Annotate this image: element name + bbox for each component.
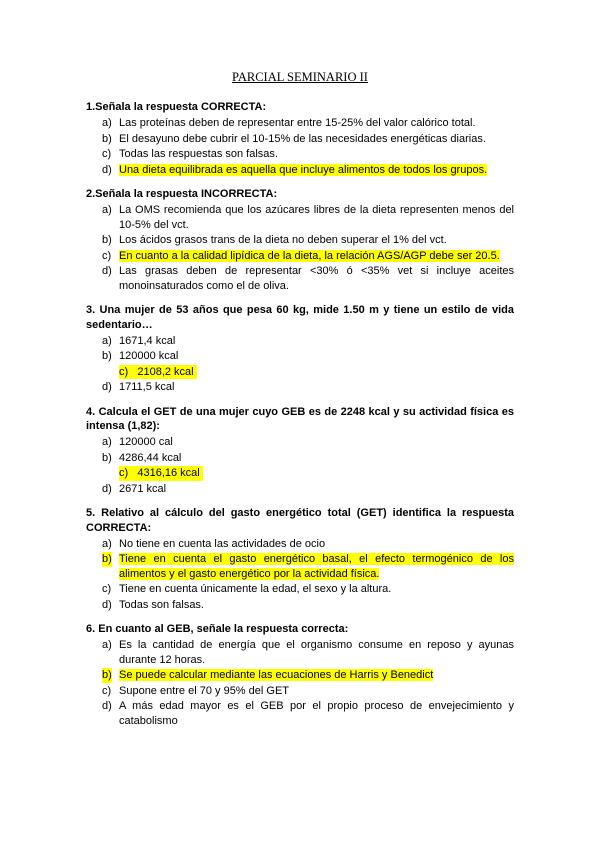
option-letter: b) xyxy=(102,350,112,362)
option-letter: c) xyxy=(102,148,112,160)
option-text: El desayuno debe cubrir el 10-15% de las necesidades energéticas diarias. xyxy=(119,132,486,145)
question-5 xyxy=(86,506,514,612)
option-text-highlighted: Se puede calcular mediante las ecuaciones de Harris y Benedict xyxy=(119,669,434,681)
option-text: Las proteínas deben de representar entre 15-25% del valor calórico total. xyxy=(119,117,476,129)
option-d xyxy=(86,699,514,728)
option-highlight xyxy=(119,466,203,481)
option-a xyxy=(86,116,514,131)
option-c xyxy=(86,147,514,162)
question-text: 3. Una mujer de 53 años que pesa 60 kg, mide 1.50 m y tiene un estilo de vida sedentario… xyxy=(86,304,514,331)
option-letter: d) xyxy=(102,598,112,611)
option-letter: b) xyxy=(102,451,112,464)
page-title: PARCIAL SEMINARIO II xyxy=(232,70,368,84)
option-text: 2671 kcal xyxy=(119,482,167,495)
option-text: A más edad mayor es el GEB por el propio proceso de envejecimiento y catabolismo xyxy=(119,700,514,727)
option-letter: a) xyxy=(102,334,112,347)
option-text-highlighted: 4316,16 kcal xyxy=(137,467,200,479)
option-c xyxy=(86,582,514,597)
question-6 xyxy=(86,622,514,728)
option-text: 120000 cal xyxy=(119,436,173,448)
option-text: Todas son falsas. xyxy=(119,598,204,611)
option-d xyxy=(86,264,514,293)
question-text: 4. Calcula el GET de una mujer cuyo GEB es de 2248 kcal y su actividad física es intensa (1,82): xyxy=(86,405,514,432)
option-letter: c) xyxy=(119,467,129,479)
option-letter: b) xyxy=(102,132,112,145)
question-text: 6. En cuanto al GEB, señale la respuesta correcta: xyxy=(86,623,349,635)
option-letter: c) xyxy=(119,365,129,378)
option-letter: a) xyxy=(102,436,112,448)
option-a xyxy=(86,537,514,552)
option-text-highlighted: Una dieta equilibrada es aquella que incluye alimentos de todos los grupos. xyxy=(119,163,488,176)
option-letter: d) xyxy=(102,700,112,712)
option-d xyxy=(86,598,514,613)
option-text: 1711,5 kcal xyxy=(119,381,175,393)
option-c-highlighted xyxy=(86,365,514,380)
question-text: 2.Señala la respuesta INCORRECTA: xyxy=(86,188,278,200)
option-letter: d) xyxy=(102,482,112,495)
option-b xyxy=(86,451,514,466)
question-text: 1.Señala la respuesta CORRECTA: xyxy=(86,101,267,113)
option-text: 120000 kcal xyxy=(119,350,179,362)
option-c-highlighted xyxy=(86,249,514,264)
question-text: 5. Relativo al cálculo del gasto energético total (GET) identifica la respuesta CORRECTA: xyxy=(86,507,514,534)
option-letter: a) xyxy=(102,117,112,129)
option-a xyxy=(86,435,514,450)
option-letter: c) xyxy=(102,249,112,262)
question-4 xyxy=(86,405,514,497)
option-c-highlighted xyxy=(86,466,514,481)
option-b-highlighted xyxy=(86,668,514,683)
option-text: 4286,44 kcal xyxy=(119,451,182,464)
option-d xyxy=(86,482,514,497)
option-a xyxy=(86,334,514,349)
option-text: Todas las respuestas son falsas. xyxy=(119,148,278,160)
question-1 xyxy=(86,100,514,177)
option-b xyxy=(86,132,514,147)
option-text: Supone entre el 70 y 95% del GET xyxy=(119,684,289,697)
option-highlight xyxy=(119,365,197,380)
option-text-highlighted: En cuanto a la calidad lipídica de la dieta, la relación AGS/AGP debe ser 20.5. xyxy=(119,249,500,262)
option-list xyxy=(86,116,514,177)
option-letter: c) xyxy=(102,684,112,697)
option-text: Tiene en cuenta únicamente la edad, el sexo y la altura. xyxy=(119,583,392,595)
option-text: Es la cantidad de energía que el organismo consume en reposo y ayunas durante 12 horas. xyxy=(119,639,514,666)
option-text: Las grasas deben de representar <30% ó <35% vet si incluye aceites monoinsaturados como el de oliva. xyxy=(119,265,514,292)
option-list xyxy=(86,435,514,496)
option-text-highlighted: 2108,2 kcal xyxy=(137,365,194,378)
option-b-highlighted xyxy=(86,552,514,581)
option-letter: b) xyxy=(102,669,112,681)
option-c xyxy=(86,684,514,699)
option-letter: d) xyxy=(102,163,112,176)
option-letter: d) xyxy=(102,381,112,393)
option-letter: d) xyxy=(102,265,112,277)
option-b xyxy=(86,349,514,364)
option-text: La OMS recomienda que los azúcares libres de la dieta representen menos del 10-5% del vct. xyxy=(119,204,514,231)
option-letter: a) xyxy=(102,204,112,216)
option-d xyxy=(86,380,514,395)
option-a xyxy=(86,638,514,667)
option-list xyxy=(86,334,514,395)
option-letter: b) xyxy=(102,234,112,246)
option-letter: b) xyxy=(102,553,112,565)
option-d-highlighted xyxy=(86,163,514,178)
option-letter: a) xyxy=(102,639,112,651)
option-text: Los ácidos grasos trans de la dieta no deben superar el 1% del vct. xyxy=(119,234,447,246)
question-2 xyxy=(86,187,514,293)
option-text: 1671,4 kcal xyxy=(119,334,176,347)
option-a xyxy=(86,203,514,232)
option-text: No tiene en cuenta las actividades de ocio xyxy=(119,537,326,550)
option-list xyxy=(86,203,514,293)
option-b xyxy=(86,233,514,248)
question-3 xyxy=(86,303,514,395)
question-list xyxy=(86,100,514,738)
option-list xyxy=(86,638,514,728)
option-list xyxy=(86,537,514,613)
option-text-highlighted: Tiene en cuenta el gasto energético basal, el efecto termogénico de los alimentos y el gasto energético por la actividad física. xyxy=(119,553,514,580)
option-letter: a) xyxy=(102,537,112,550)
option-letter: c) xyxy=(102,583,112,595)
